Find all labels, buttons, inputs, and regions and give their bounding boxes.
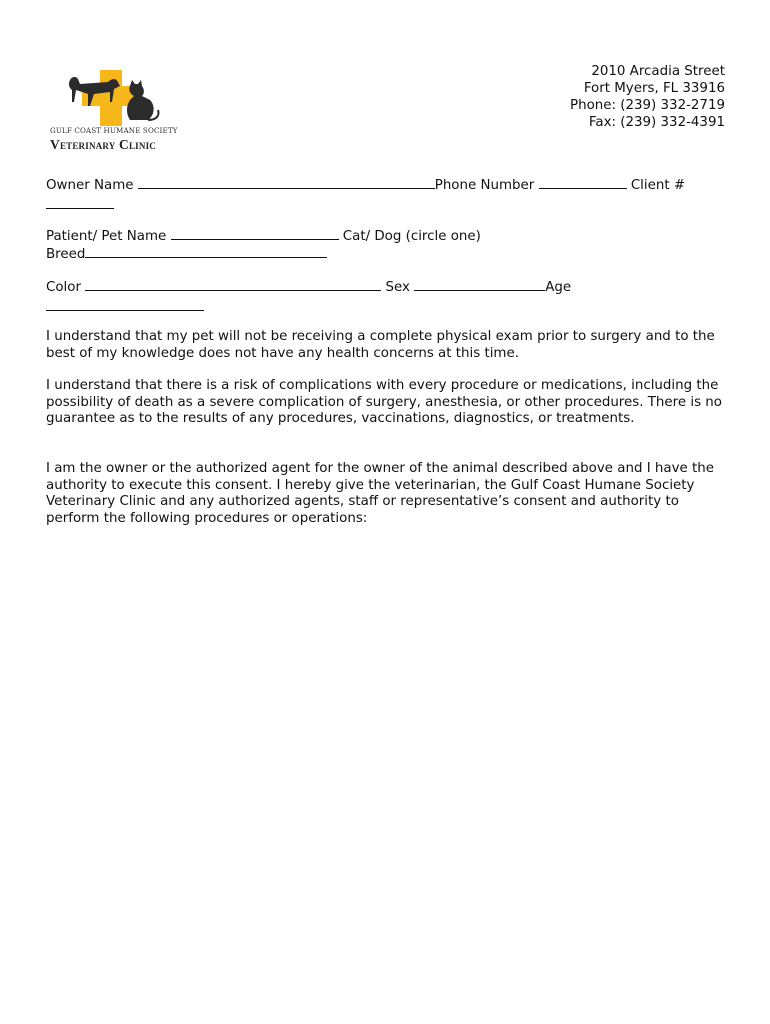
owner-name-field[interactable] xyxy=(138,176,435,189)
consent-paragraph-2: I understand that there is a risk of complications with every procedure or medications, including the possibility of death as a severe complication of surgery, anesthesia, or other procedures. There is no guarantee as to the results of any procedures, vaccinations, diagnostics, or treatments. xyxy=(46,378,722,427)
breed-label: Breed xyxy=(46,247,86,262)
address-street: 2010 Arcadia Street xyxy=(591,64,725,79)
patient-name-field[interactable] xyxy=(171,227,339,240)
phone-number-label: Phone Number xyxy=(434,178,535,193)
sex-field[interactable] xyxy=(414,278,545,291)
client-number-field[interactable] xyxy=(46,196,114,209)
patient-name-label: Patient/ Pet Name xyxy=(46,229,167,244)
consent-paragraph-1: I understand that my pet will not be receiving a complete physical exam prior to surgery and to the best of my knowledge does not have any health concerns at this time. xyxy=(46,329,715,361)
cat-dog-label: Cat/ Dog (circle one) xyxy=(342,229,481,244)
address-fax: Fax: (239) 332-4391 xyxy=(588,115,725,130)
age-label: Age xyxy=(545,280,572,295)
logo-org-name: GULF COAST HUMANE SOCIETY xyxy=(50,126,178,135)
clinic-logo xyxy=(50,66,180,158)
age-field[interactable] xyxy=(46,298,204,311)
consent-paragraph-3: I am the owner or the authorized agent for the owner of the animal described above and I have the authority to execute this consent. I hereby give the veterinarian, the Gulf Coast Humane Society Veterinary Clinic and any authorized agents, staff or representative’s consent and authority to perform the following procedures or operations: xyxy=(46,461,714,526)
age-row xyxy=(46,298,204,316)
clinic-address xyxy=(570,63,725,131)
address-phone: Phone: (239) 332-2719 xyxy=(570,98,725,113)
logo-clinic-name: Veterinary Clinic xyxy=(50,137,156,152)
client-row xyxy=(46,196,114,214)
sex-label: Sex xyxy=(385,280,410,295)
color-field[interactable] xyxy=(85,278,381,291)
breed-field[interactable] xyxy=(85,245,327,258)
breed-row xyxy=(46,245,327,263)
owner-name-label: Owner Name xyxy=(46,178,134,193)
color-row xyxy=(46,278,571,296)
owner-row xyxy=(46,176,685,194)
color-label: Color xyxy=(46,280,81,295)
patient-row xyxy=(46,227,481,245)
pets-cross-logo-icon xyxy=(64,66,164,126)
client-number-label: Client # xyxy=(630,178,686,193)
address-city: Fort Myers, FL 33916 xyxy=(583,81,725,96)
phone-number-field[interactable] xyxy=(539,176,627,189)
